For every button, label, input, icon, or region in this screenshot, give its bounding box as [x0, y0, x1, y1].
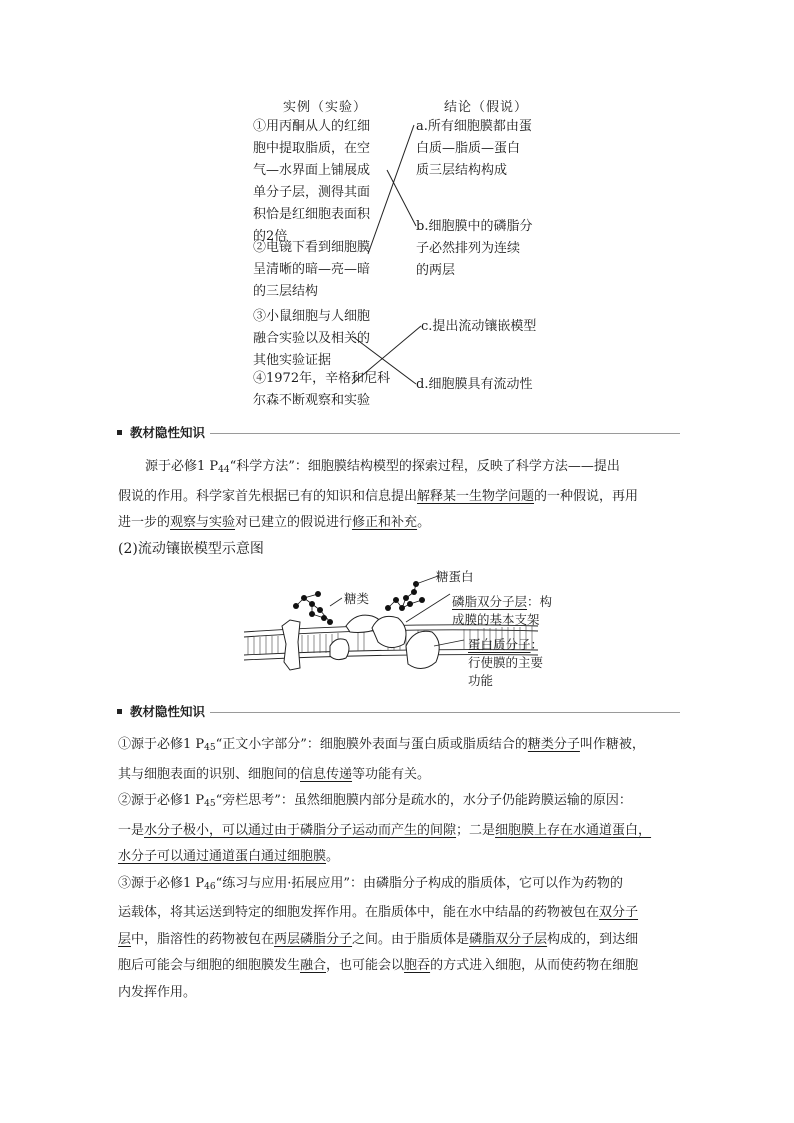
section-header-2 — [117, 703, 680, 721]
sugar-leader — [330, 598, 342, 606]
conclusion-b: b.细胞膜中的磷脂分 子必然排列为连续 的两层 — [416, 219, 533, 278]
conclusion-d: d.细胞膜具有流动性 — [416, 377, 533, 392]
section1-paragraph: 源于必修1 $P_{44}“$科学方法”：细胞膜结构模型的探索过程，反映了科学方法——提出 假说的作用。科学家首先根据已有的知识和信息提出解释某一生物学问题的一种假说，再用 进一步的观察与实验对已建立的假说进行修正和补充。 — [118, 459, 639, 530]
transmembrane-protein — [282, 620, 300, 670]
section-marker-icon — [117, 430, 122, 435]
label-protein: 蛋白质分子： 行使膜的主要 功能 — [468, 637, 544, 688]
example-4: ④1972年，辛格和尼科 尔森不断观察和实验 — [253, 371, 391, 408]
section-title: 教材隐性知识 — [130, 425, 206, 440]
figure-heading: (2)流动镶嵌模型示意图 — [118, 541, 264, 557]
large-protein — [406, 631, 439, 668]
match-line-1b — [387, 170, 416, 226]
embedded-protein — [330, 639, 349, 660]
phospholipid-leader — [406, 594, 450, 622]
section-divider — [210, 433, 680, 434]
match-line-3d — [352, 336, 416, 384]
section-title: 教材隐性知识 — [130, 704, 206, 719]
conclusion-a: a.所有细胞膜都由蛋 白质—脂质—蛋白 质三层结构构成 — [416, 119, 532, 178]
label-sugar: 糖类 — [344, 591, 370, 606]
match-line-2a — [368, 125, 414, 254]
section-header-1 — [117, 424, 680, 442]
conclusion-c: c.提出流动镶嵌模型 — [421, 319, 537, 334]
matching-lines — [0, 0, 794, 420]
item-2: ②源于必修1 $P_{45}“$旁栏思考”：虽然细胞膜内部分是疏水的，水分子仍能跨膜运输的原因： 一是水分子极小，可以通过由于磷脂分子运动而产生的间隙；二是细胞膜上存在水通道蛋白， 水分子可以通过通道蛋白通过细胞膜。 — [118, 793, 652, 864]
glycoprotein-body — [372, 616, 406, 647]
example-1: ①用丙酮从人的红细 胞中提取脂质，在空 气—水界面上铺展成 单分子层，测得其面 积恰是红细胞表面积 的2倍 — [253, 119, 371, 244]
match-line-4c — [352, 326, 421, 384]
label-phospholipid: 磷脂双分子层：构 成膜的基本支架 — [452, 594, 553, 627]
table-right-header: 结论（假说） — [444, 100, 529, 115]
example-3: ③小鼠细胞与人细胞 融合实验以及相关的 其他实验证据 — [253, 309, 371, 368]
label-glycoprotein: 糖蛋白 — [436, 569, 474, 584]
section-divider — [210, 712, 680, 713]
example-2: ②电镜下看到细胞膜 呈清晰的暗—亮—暗 的三层结构 — [253, 240, 371, 299]
table-left-header: 实例（实验） — [283, 100, 368, 115]
section2-items — [118, 732, 680, 1006]
underline-text: 解释某一生物学问题 — [417, 488, 535, 504]
section-marker-icon — [117, 709, 122, 714]
item-1: ①源于必修1 $P_{45}“$正文小字部分”：细胞膜外表面与蛋白质或脂质结合的糖类分子叫作糖被， 其与细胞表面的识别、细胞间的信息传递等功能有关。 — [118, 737, 645, 782]
item-3: ③源于必修1 $P_{46}“$练习与应用·拓展应用”：由磷脂分子构成的脂质体，它可以作为药物的 运载体，将其运送到特定的细胞发挥作用。在脂质体中，能在水中结晶的药物被包在双分子 层中，脂溶性的药物被包在两层磷脂分子之间。由于脂质体是磷脂双分子层构成的，到达细 胞后可能会与细胞的细胞膜发生融合，也可能会以胞吞的方式进入细胞，从而使药物在细胞 内发挥作用。 — [118, 875, 639, 1000]
glycoprotein-leader — [416, 576, 438, 584]
